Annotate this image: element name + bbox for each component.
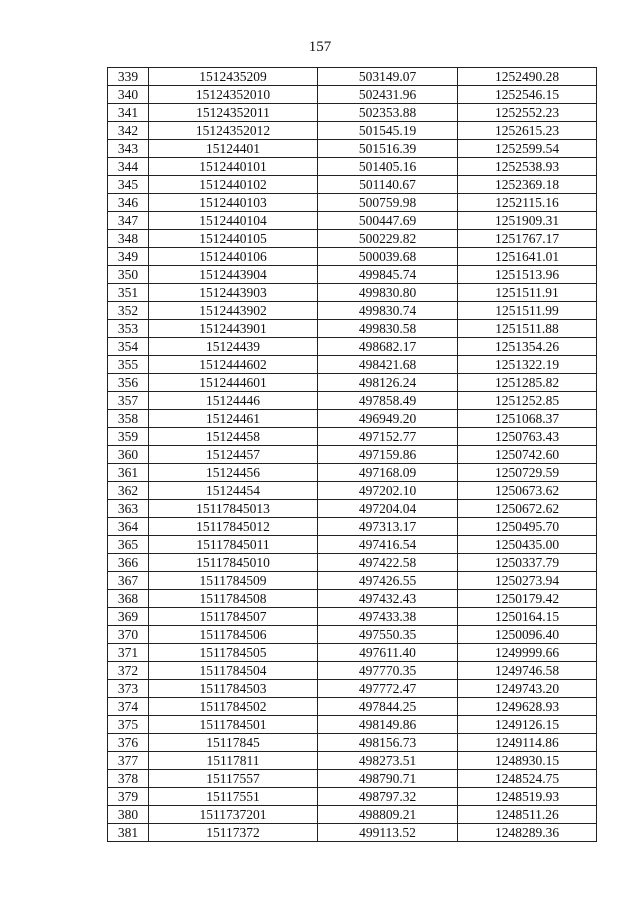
x-coordinate-cell: 497416.54 — [318, 536, 458, 554]
row-number-cell: 380 — [108, 806, 149, 824]
y-coordinate-cell: 1251285.82 — [458, 374, 597, 392]
row-number-cell: 345 — [108, 176, 149, 194]
point-id-cell: 1511784509 — [149, 572, 318, 590]
y-coordinate-cell: 1251767.17 — [458, 230, 597, 248]
row-number-cell: 364 — [108, 518, 149, 536]
x-coordinate-cell: 498126.24 — [318, 374, 458, 392]
table-row — [108, 518, 597, 536]
y-coordinate-cell: 1250742.60 — [458, 446, 597, 464]
row-number-cell: 356 — [108, 374, 149, 392]
row-number-cell: 381 — [108, 824, 149, 842]
point-id-cell: 1512440104 — [149, 212, 318, 230]
y-coordinate-cell: 1252369.18 — [458, 176, 597, 194]
y-coordinate-cell: 1250729.59 — [458, 464, 597, 482]
y-coordinate-cell: 1250435.00 — [458, 536, 597, 554]
table-row — [108, 536, 597, 554]
table-row — [108, 266, 597, 284]
point-id-cell: 1511784502 — [149, 698, 318, 716]
y-coordinate-cell: 1251511.99 — [458, 302, 597, 320]
table-row — [108, 806, 597, 824]
point-id-cell: 15124457 — [149, 446, 318, 464]
point-id-cell: 1512440105 — [149, 230, 318, 248]
x-coordinate-cell: 497433.38 — [318, 608, 458, 626]
x-coordinate-cell: 497159.86 — [318, 446, 458, 464]
row-number-cell: 365 — [108, 536, 149, 554]
x-coordinate-cell: 499830.74 — [318, 302, 458, 320]
row-number-cell: 359 — [108, 428, 149, 446]
point-id-cell: 1512440103 — [149, 194, 318, 212]
row-number-cell: 377 — [108, 752, 149, 770]
row-number-cell: 346 — [108, 194, 149, 212]
y-coordinate-cell: 1251909.31 — [458, 212, 597, 230]
x-coordinate-cell: 498421.68 — [318, 356, 458, 374]
point-id-cell: 15124352012 — [149, 122, 318, 140]
table-row — [108, 302, 597, 320]
x-coordinate-cell: 497168.09 — [318, 464, 458, 482]
y-coordinate-cell: 1248519.93 — [458, 788, 597, 806]
y-coordinate-cell: 1250179.42 — [458, 590, 597, 608]
point-id-cell: 15117845 — [149, 734, 318, 752]
row-number-cell: 357 — [108, 392, 149, 410]
point-id-cell: 15124456 — [149, 464, 318, 482]
table-row — [108, 158, 597, 176]
x-coordinate-cell: 497426.55 — [318, 572, 458, 590]
x-coordinate-cell: 498809.21 — [318, 806, 458, 824]
x-coordinate-cell: 498790.71 — [318, 770, 458, 788]
table-row — [108, 428, 597, 446]
table-row — [108, 788, 597, 806]
row-number-cell: 353 — [108, 320, 149, 338]
y-coordinate-cell: 1250495.70 — [458, 518, 597, 536]
x-coordinate-cell: 500039.68 — [318, 248, 458, 266]
table-row — [108, 392, 597, 410]
row-number-cell: 350 — [108, 266, 149, 284]
table-row — [108, 824, 597, 842]
table-row — [108, 338, 597, 356]
x-coordinate-cell: 497550.35 — [318, 626, 458, 644]
point-id-cell: 15124461 — [149, 410, 318, 428]
y-coordinate-cell: 1251513.96 — [458, 266, 597, 284]
row-number-cell: 354 — [108, 338, 149, 356]
table-row — [108, 590, 597, 608]
row-number-cell: 363 — [108, 500, 149, 518]
x-coordinate-cell: 500759.98 — [318, 194, 458, 212]
x-coordinate-cell: 497432.43 — [318, 590, 458, 608]
x-coordinate-cell: 498156.73 — [318, 734, 458, 752]
table-row — [108, 86, 597, 104]
point-id-cell: 1512440101 — [149, 158, 318, 176]
x-coordinate-cell: 497204.04 — [318, 500, 458, 518]
point-id-cell: 15117557 — [149, 770, 318, 788]
point-id-cell: 15124454 — [149, 482, 318, 500]
y-coordinate-cell: 1252599.54 — [458, 140, 597, 158]
y-coordinate-cell: 1252552.23 — [458, 104, 597, 122]
point-id-cell: 15117845010 — [149, 554, 318, 572]
x-coordinate-cell: 502353.88 — [318, 104, 458, 122]
row-number-cell: 367 — [108, 572, 149, 590]
x-coordinate-cell: 498682.17 — [318, 338, 458, 356]
point-id-cell: 15117845013 — [149, 500, 318, 518]
y-coordinate-cell: 1249126.15 — [458, 716, 597, 734]
row-number-cell: 376 — [108, 734, 149, 752]
row-number-cell: 355 — [108, 356, 149, 374]
point-id-cell: 1512435209 — [149, 68, 318, 86]
row-number-cell: 347 — [108, 212, 149, 230]
y-coordinate-cell: 1252546.15 — [458, 86, 597, 104]
y-coordinate-cell: 1250337.79 — [458, 554, 597, 572]
point-id-cell: 15124401 — [149, 140, 318, 158]
row-number-cell: 348 — [108, 230, 149, 248]
x-coordinate-cell: 499830.58 — [318, 320, 458, 338]
y-coordinate-cell: 1249999.66 — [458, 644, 597, 662]
y-coordinate-cell: 1249114.86 — [458, 734, 597, 752]
x-coordinate-cell: 500447.69 — [318, 212, 458, 230]
table-row — [108, 68, 597, 86]
row-number-cell: 366 — [108, 554, 149, 572]
point-id-cell: 1512440106 — [149, 248, 318, 266]
x-coordinate-cell: 497152.77 — [318, 428, 458, 446]
point-id-cell: 1511784503 — [149, 680, 318, 698]
point-id-cell: 15124352011 — [149, 104, 318, 122]
x-coordinate-cell: 497202.10 — [318, 482, 458, 500]
table-row — [108, 626, 597, 644]
y-coordinate-cell: 1248930.15 — [458, 752, 597, 770]
point-id-cell: 15124352010 — [149, 86, 318, 104]
point-id-cell: 1512444602 — [149, 356, 318, 374]
y-coordinate-cell: 1251511.91 — [458, 284, 597, 302]
x-coordinate-cell: 497422.58 — [318, 554, 458, 572]
row-number-cell: 360 — [108, 446, 149, 464]
point-id-cell: 1511784508 — [149, 590, 318, 608]
x-coordinate-cell: 498149.86 — [318, 716, 458, 734]
row-number-cell: 358 — [108, 410, 149, 428]
point-id-cell: 15124446 — [149, 392, 318, 410]
x-coordinate-cell: 501516.39 — [318, 140, 458, 158]
table-row — [108, 680, 597, 698]
row-number-cell: 361 — [108, 464, 149, 482]
x-coordinate-cell: 503149.07 — [318, 68, 458, 86]
row-number-cell: 379 — [108, 788, 149, 806]
x-coordinate-cell: 501405.16 — [318, 158, 458, 176]
table-row — [108, 644, 597, 662]
x-coordinate-cell: 497844.25 — [318, 698, 458, 716]
table-row — [108, 662, 597, 680]
point-id-cell: 15117372 — [149, 824, 318, 842]
table-row — [108, 284, 597, 302]
table-row — [108, 500, 597, 518]
x-coordinate-cell: 501545.19 — [318, 122, 458, 140]
x-coordinate-cell: 502431.96 — [318, 86, 458, 104]
y-coordinate-cell: 1250096.40 — [458, 626, 597, 644]
table-row — [108, 572, 597, 590]
y-coordinate-cell: 1252538.93 — [458, 158, 597, 176]
point-id-cell: 15124439 — [149, 338, 318, 356]
table-row — [108, 554, 597, 572]
x-coordinate-cell: 498797.32 — [318, 788, 458, 806]
point-id-cell: 1512440102 — [149, 176, 318, 194]
row-number-cell: 362 — [108, 482, 149, 500]
row-number-cell: 352 — [108, 302, 149, 320]
x-coordinate-cell: 497611.40 — [318, 644, 458, 662]
y-coordinate-cell: 1252115.16 — [458, 194, 597, 212]
point-id-cell: 15117811 — [149, 752, 318, 770]
x-coordinate-cell: 497858.49 — [318, 392, 458, 410]
row-number-cell: 339 — [108, 68, 149, 86]
point-id-cell: 15124458 — [149, 428, 318, 446]
y-coordinate-cell: 1251511.88 — [458, 320, 597, 338]
point-id-cell: 1511784501 — [149, 716, 318, 734]
y-coordinate-cell: 1251354.26 — [458, 338, 597, 356]
y-coordinate-cell: 1248289.36 — [458, 824, 597, 842]
table-row — [108, 140, 597, 158]
y-coordinate-cell: 1250763.43 — [458, 428, 597, 446]
point-id-cell: 1511784504 — [149, 662, 318, 680]
table-row — [108, 374, 597, 392]
row-number-cell: 368 — [108, 590, 149, 608]
y-coordinate-cell: 1250673.62 — [458, 482, 597, 500]
coordinates-table — [107, 67, 597, 842]
point-id-cell: 1512443904 — [149, 266, 318, 284]
row-number-cell: 341 — [108, 104, 149, 122]
x-coordinate-cell: 497772.47 — [318, 680, 458, 698]
row-number-cell: 371 — [108, 644, 149, 662]
row-number-cell: 344 — [108, 158, 149, 176]
y-coordinate-cell: 1250273.94 — [458, 572, 597, 590]
row-number-cell: 340 — [108, 86, 149, 104]
row-number-cell: 372 — [108, 662, 149, 680]
x-coordinate-cell: 500229.82 — [318, 230, 458, 248]
table-row — [108, 734, 597, 752]
x-coordinate-cell: 501140.67 — [318, 176, 458, 194]
table-row — [108, 482, 597, 500]
table-body — [108, 68, 597, 842]
table-row — [108, 176, 597, 194]
table-row — [108, 320, 597, 338]
table-row — [108, 752, 597, 770]
point-id-cell: 15117845012 — [149, 518, 318, 536]
table-row — [108, 698, 597, 716]
y-coordinate-cell: 1252615.23 — [458, 122, 597, 140]
x-coordinate-cell: 499830.80 — [318, 284, 458, 302]
y-coordinate-cell: 1250164.15 — [458, 608, 597, 626]
point-id-cell: 1511737201 — [149, 806, 318, 824]
table-row — [108, 356, 597, 374]
x-coordinate-cell: 499845.74 — [318, 266, 458, 284]
y-coordinate-cell: 1251068.37 — [458, 410, 597, 428]
row-number-cell: 342 — [108, 122, 149, 140]
table-row — [108, 194, 597, 212]
row-number-cell: 378 — [108, 770, 149, 788]
row-number-cell: 370 — [108, 626, 149, 644]
y-coordinate-cell: 1249628.93 — [458, 698, 597, 716]
row-number-cell: 375 — [108, 716, 149, 734]
x-coordinate-cell: 496949.20 — [318, 410, 458, 428]
point-id-cell: 1512443903 — [149, 284, 318, 302]
y-coordinate-cell: 1250672.62 — [458, 500, 597, 518]
row-number-cell: 373 — [108, 680, 149, 698]
row-number-cell: 349 — [108, 248, 149, 266]
point-id-cell: 1512443901 — [149, 320, 318, 338]
point-id-cell: 1511784505 — [149, 644, 318, 662]
row-number-cell: 343 — [108, 140, 149, 158]
point-id-cell: 1511784506 — [149, 626, 318, 644]
table-row — [108, 716, 597, 734]
x-coordinate-cell: 498273.51 — [318, 752, 458, 770]
y-coordinate-cell: 1251641.01 — [458, 248, 597, 266]
point-id-cell: 1511784507 — [149, 608, 318, 626]
table-row — [108, 446, 597, 464]
table-row — [108, 464, 597, 482]
page-number: 157 — [308, 39, 332, 55]
point-id-cell: 15117845011 — [149, 536, 318, 554]
row-number-cell: 351 — [108, 284, 149, 302]
x-coordinate-cell: 499113.52 — [318, 824, 458, 842]
y-coordinate-cell: 1249746.58 — [458, 662, 597, 680]
y-coordinate-cell: 1248511.26 — [458, 806, 597, 824]
table-row — [108, 248, 597, 266]
point-id-cell: 1512444601 — [149, 374, 318, 392]
point-id-cell: 1512443902 — [149, 302, 318, 320]
y-coordinate-cell: 1248524.75 — [458, 770, 597, 788]
y-coordinate-cell: 1251252.85 — [458, 392, 597, 410]
table-row — [108, 122, 597, 140]
table-row — [108, 608, 597, 626]
table-row — [108, 212, 597, 230]
y-coordinate-cell: 1252490.28 — [458, 68, 597, 86]
table-row — [108, 770, 597, 788]
table-row — [108, 104, 597, 122]
y-coordinate-cell: 1249743.20 — [458, 680, 597, 698]
row-number-cell: 374 — [108, 698, 149, 716]
table-row — [108, 410, 597, 428]
x-coordinate-cell: 497313.17 — [318, 518, 458, 536]
x-coordinate-cell: 497770.35 — [318, 662, 458, 680]
table-row — [108, 230, 597, 248]
point-id-cell: 15117551 — [149, 788, 318, 806]
row-number-cell: 369 — [108, 608, 149, 626]
y-coordinate-cell: 1251322.19 — [458, 356, 597, 374]
